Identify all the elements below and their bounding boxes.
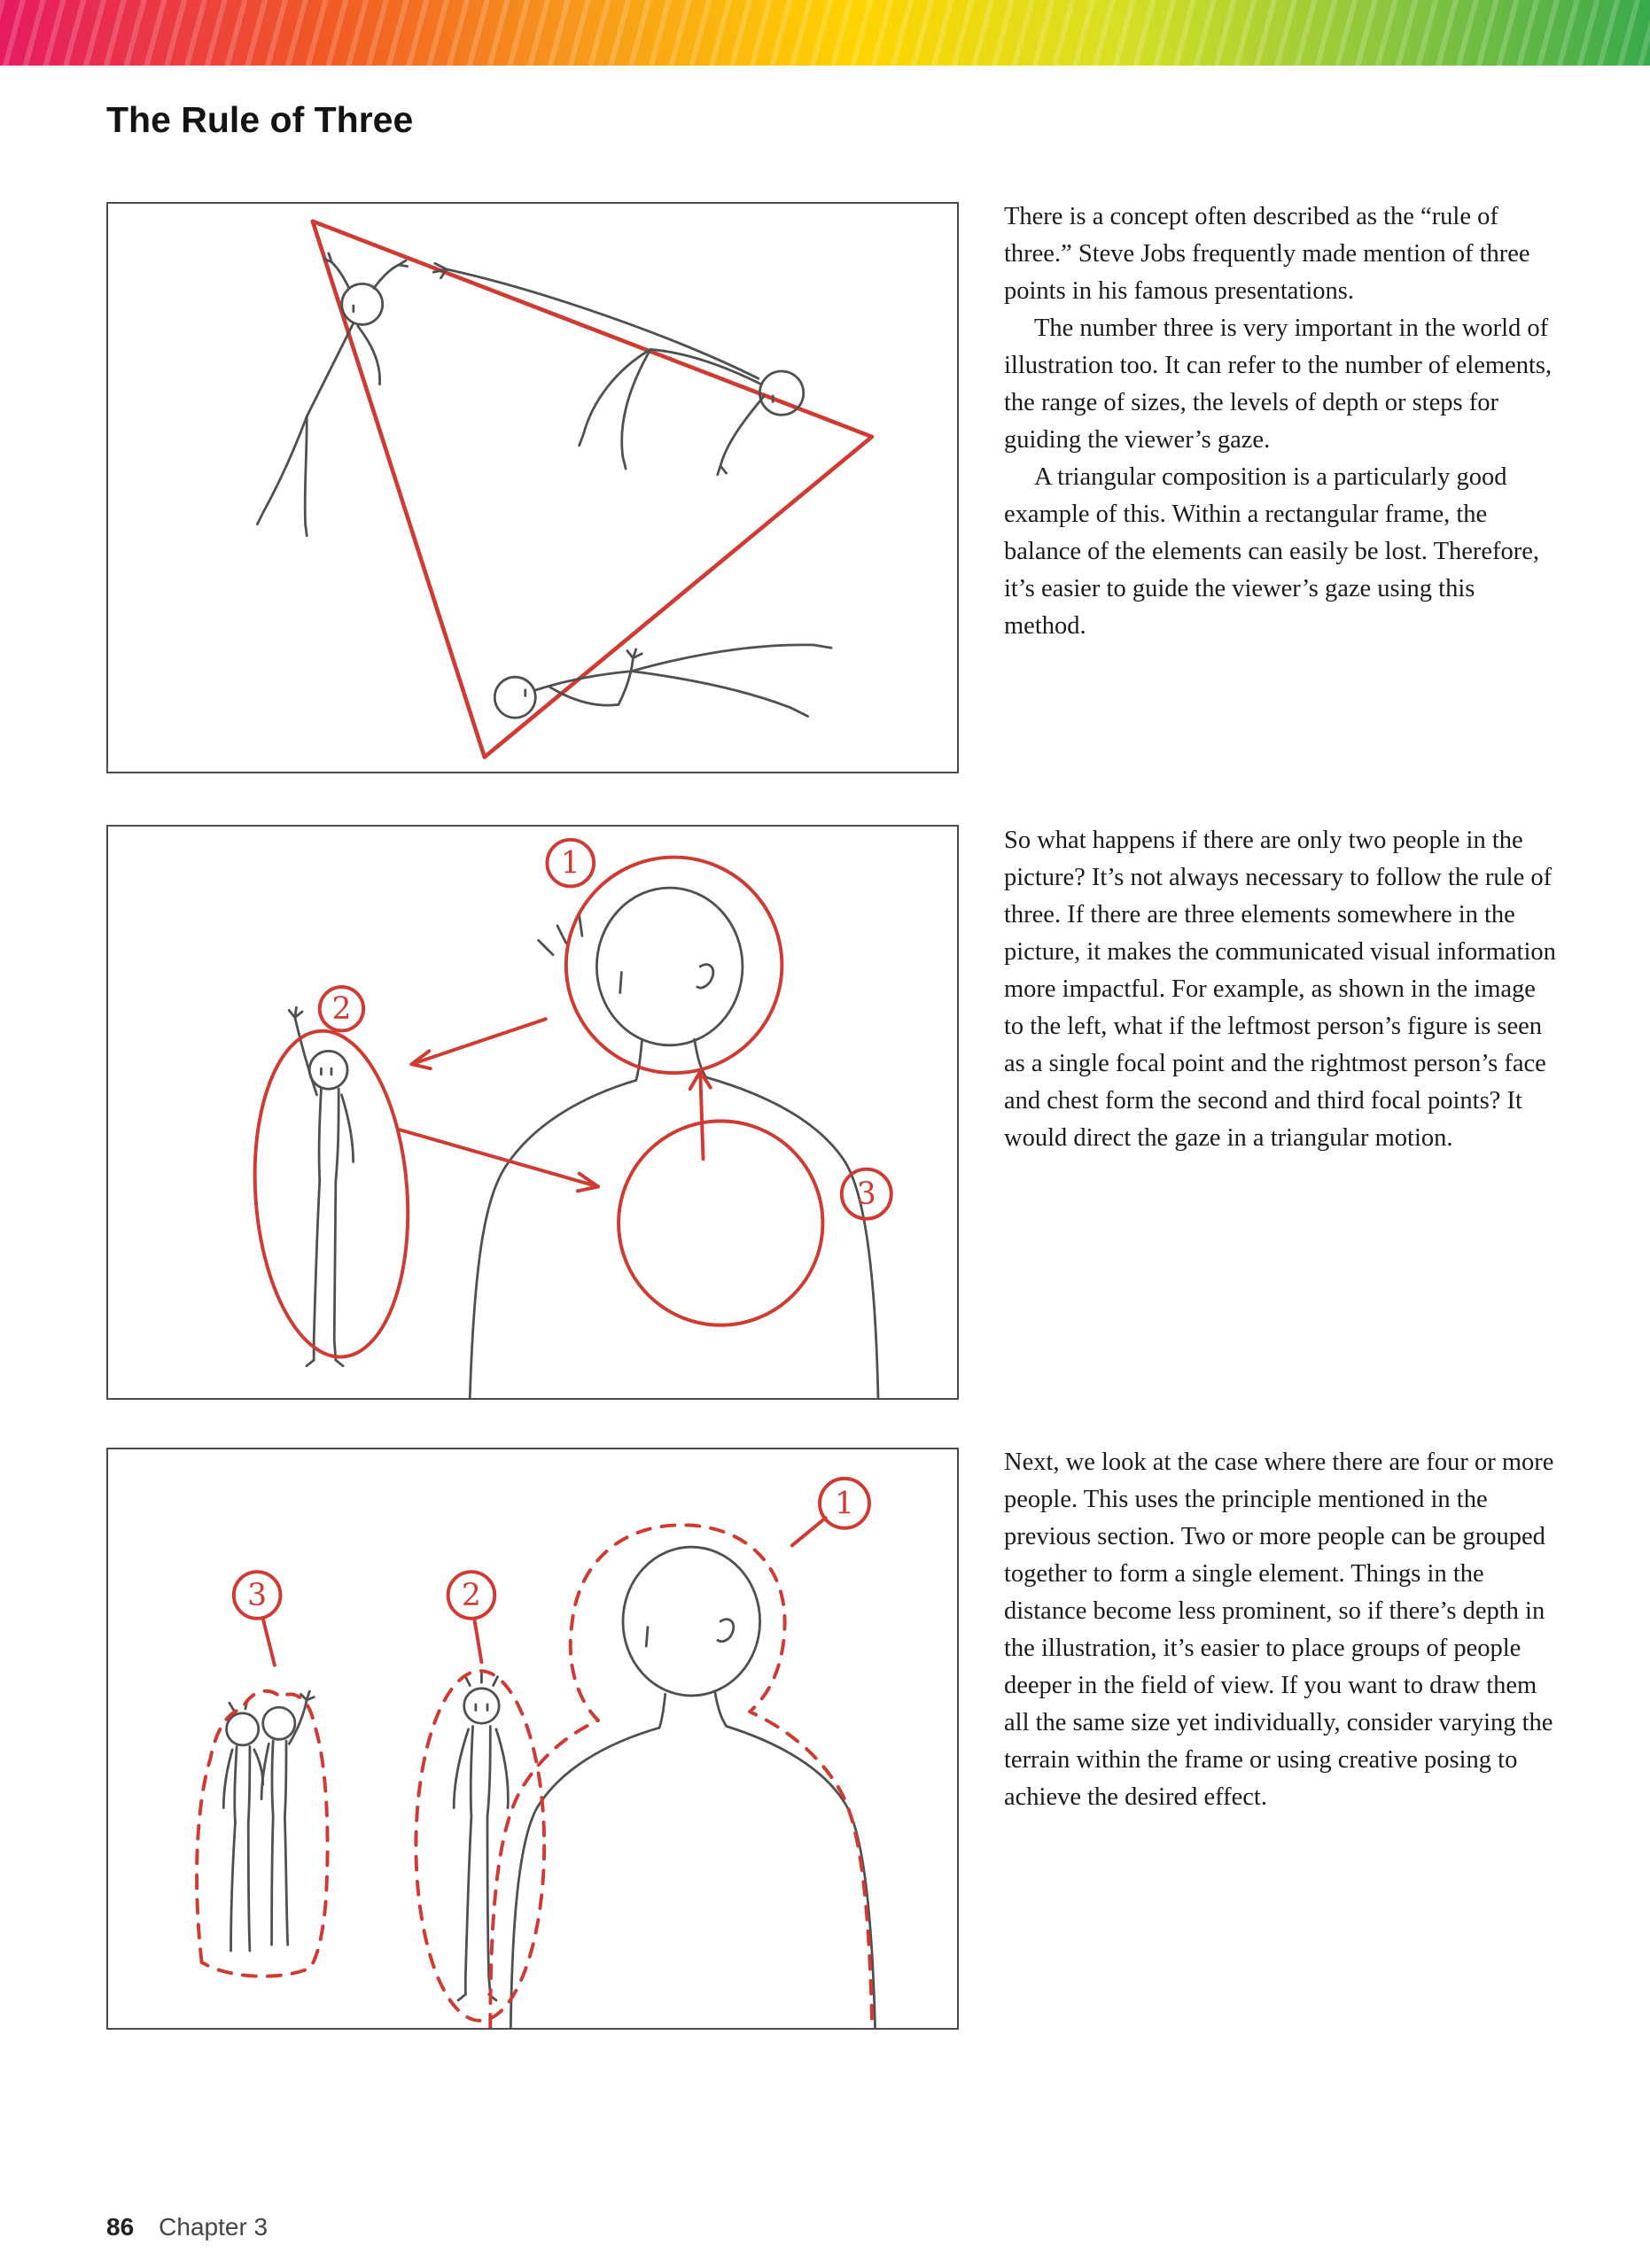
grouping-illustration: [108, 1449, 957, 2028]
decorative-gradient-bar: [0, 0, 1650, 66]
two-people-illustration: [108, 827, 957, 1398]
group-outline-3: [197, 1691, 328, 1977]
figure-panel-grouping: [106, 1448, 959, 2030]
body-paragraph: A triangular composition is a particularly good example of this. Within a rectangular frame, the balance of the elements can easily be lost. Therefore, it’s easier to guide the viewer’s gaze using this method.: [1004, 463, 1540, 640]
gaze-arrow-1: [411, 1019, 545, 1064]
group-outline-1: [490, 1525, 872, 2028]
figure-top-right: [433, 263, 803, 474]
figure-panel-triangle: [106, 202, 959, 773]
section-text-two-people: [1004, 822, 1560, 1157]
annotation-number-2: 2: [461, 1577, 481, 1613]
chapter-label: Chapter 3: [159, 2213, 269, 2241]
focal-circle-chest: [619, 1121, 822, 1324]
body-paragraph: So what happens if there are only two people in the picture? It’s not always necessary to follow the rule of three. If there are three elements somewhere in the picture, it makes the communicated visual information more impactful. For example, as shown in the image to the left, what if the leftmost person’s figure is seen as a single focal point and the rightmost person’s face and chest form the second and third focal points? It would direct the gaze in a triangular motion.: [1004, 827, 1556, 1152]
gaze-arrow-3: [700, 1071, 703, 1159]
triangle-composition-illustration: [108, 204, 957, 772]
annotation-number-3: 3: [247, 1577, 268, 1613]
large-figure-bust: [510, 1547, 875, 2028]
body-paragraph: The number three is very important in the world of illustration too. It can refer to the number of elements, the range of sizes, the levels of depth or steps for guiding the viewer’s gaze.: [1004, 315, 1553, 454]
annotation-line-1: [792, 1518, 826, 1545]
page-footer: [106, 2213, 268, 2241]
page-title: The Rule of Three: [106, 99, 414, 140]
body-paragraph: There is a concept often described as the “rule of three.” Steve Jobs frequently made mention of three points in his famous presentations.: [1004, 203, 1530, 305]
grouping-annotations: [197, 1479, 872, 2028]
annotation-number-1: 1: [560, 845, 580, 882]
annotation-number-2: 2: [331, 991, 352, 1028]
figure-left: [257, 253, 407, 536]
body-paragraph: Next, we look at the case where there are four or more people. This uses the principle mentioned in the previous section. Two or more people can be grouped together to form a single element. Things in the distance become less prominent, so if there’s depth in the illustration, it’s easier to place groups of people deeper in the field of view. If you want to draw them all the same size yet individually, consider varying the terrain within the frame or using creative posing to achieve the desired effect.: [1004, 1449, 1554, 1811]
annotation-line-3: [263, 1619, 275, 1666]
focal-point-annotations: [245, 840, 891, 1363]
pair-figures: [223, 1691, 314, 1951]
small-figure: [289, 1007, 353, 1366]
section-text-four-or-more: [1004, 1444, 1560, 1816]
focal-ellipse-figure: [245, 1026, 418, 1363]
figure-panel-two-people: [106, 825, 959, 1400]
page-number: 86: [106, 2213, 135, 2241]
section-text-triangular-composition: [1004, 198, 1560, 645]
annotation-line-2: [474, 1619, 481, 1662]
middle-figure: [454, 1674, 508, 2000]
annotation-number-1: 1: [835, 1486, 854, 1522]
large-figure-bust: [470, 888, 878, 1398]
focal-circle-head: [566, 858, 782, 1074]
annotation-number-3: 3: [856, 1177, 876, 1213]
